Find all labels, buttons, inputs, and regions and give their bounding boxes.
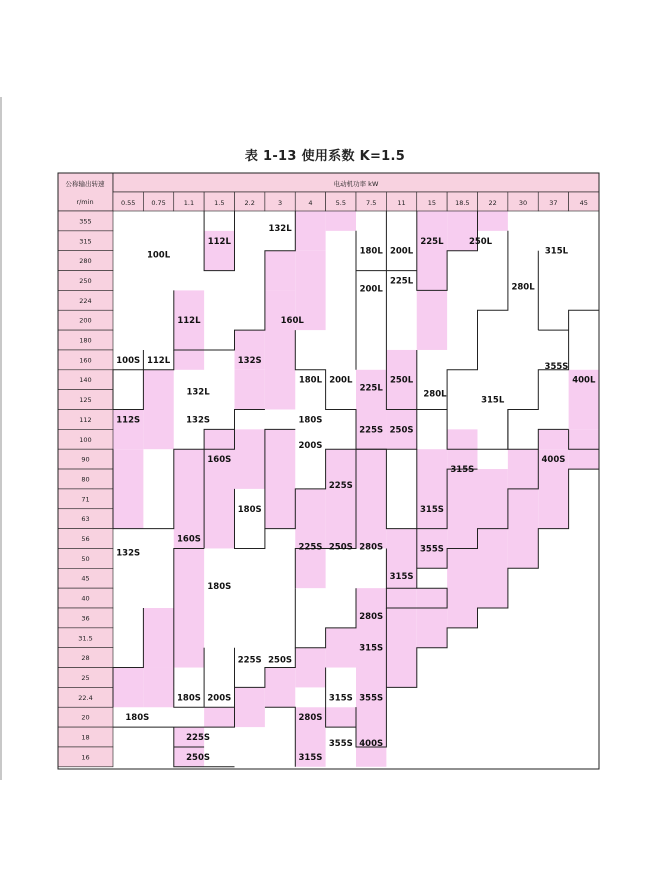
frame-label: 225S	[359, 425, 384, 436]
speed-row-label: 18	[81, 733, 90, 742]
frame-label: 225L	[359, 383, 383, 394]
pink-zone	[447, 548, 477, 627]
frame-label: 200L	[329, 375, 353, 386]
speed-row-label: 90	[81, 455, 90, 464]
frame-label: 132S	[186, 415, 210, 426]
pink-zone	[417, 449, 447, 528]
speed-row-label: 80	[81, 475, 90, 484]
frame-label: 280S	[298, 713, 323, 724]
frame-label: 180S	[177, 693, 201, 704]
frame-label: 315S	[328, 693, 353, 704]
speed-row-label: 56	[81, 535, 90, 544]
speed-row-label: 25	[81, 673, 90, 682]
column-group-header: 电动机功率 kW	[333, 180, 379, 188]
power-column-label: 0.55	[120, 199, 136, 207]
pink-zone	[417, 290, 447, 350]
power-column-label: 2.2	[244, 199, 255, 207]
frame-label: 132S	[237, 355, 262, 366]
speed-row-label: 36	[81, 614, 90, 623]
frame-label: 250S	[186, 752, 210, 763]
pink-zone	[326, 449, 356, 548]
row-header-unit: r/min	[76, 198, 94, 206]
frame-label: 225S	[298, 542, 323, 553]
frame-label: 250L	[468, 236, 493, 247]
frame-label: 132L	[186, 387, 210, 398]
frame-label: 315S	[298, 752, 323, 763]
power-column-label: 5.5	[335, 199, 346, 207]
speed-row-label: 20	[81, 713, 90, 722]
frame-label: 200L	[389, 246, 414, 257]
frame-label: 160S	[177, 534, 201, 545]
speed-row-label: 63	[81, 515, 90, 524]
pink-zone	[265, 251, 295, 291]
power-column-label: 0.75	[151, 199, 166, 207]
frame-label: 400S	[541, 455, 566, 466]
power-column-headers	[113, 192, 599, 211]
frame-label: 112L	[146, 355, 171, 366]
pink-zone	[295, 648, 325, 688]
pink-zone	[174, 548, 204, 667]
frame-label: 225L	[389, 276, 414, 287]
frame-label: 280S	[359, 611, 384, 622]
speed-row-label: 112	[79, 415, 92, 424]
frame-label: 250L	[389, 375, 414, 386]
frame-label: 250S	[389, 425, 414, 436]
pink-zone	[417, 588, 447, 648]
speed-row-label: 22.4	[78, 693, 93, 702]
power-column-label: 18.5	[455, 199, 470, 207]
speed-row-label: 125	[79, 396, 92, 405]
speed-row-label: 45	[81, 574, 90, 583]
frame-label: 200S	[298, 441, 323, 452]
pink-zone	[326, 211, 356, 231]
frame-label: 315S	[420, 504, 444, 515]
pink-zone	[204, 707, 234, 727]
frame-label: 400L	[572, 375, 596, 386]
frame-label: 180L	[359, 246, 383, 257]
pink-zone	[265, 290, 295, 409]
pink-zone	[386, 529, 416, 608]
pink-zone	[478, 211, 508, 231]
speed-row-label: 50	[81, 554, 90, 563]
speed-row-label: 160	[79, 356, 92, 365]
pink-zone	[295, 489, 325, 588]
frame-label: 132L	[268, 223, 292, 234]
frame-label: 100S	[116, 355, 141, 366]
frame-label: 112S	[116, 415, 141, 426]
power-column-label: 15	[427, 199, 437, 207]
pink-zone	[295, 211, 325, 251]
speed-row-label: 250	[79, 276, 92, 285]
speed-row-label: 180	[79, 336, 92, 345]
speed-row-label: 280	[79, 257, 92, 266]
frame-label: 180S	[125, 713, 150, 724]
pink-zone	[235, 370, 265, 410]
pink-zone	[326, 707, 356, 727]
pink-zone	[447, 429, 477, 548]
speed-row-label: 31.5	[78, 634, 93, 643]
pink-zone	[478, 529, 508, 608]
frame-label: 112L	[207, 236, 231, 247]
power-column-label: 4	[308, 199, 313, 207]
power-column-label: 45	[579, 199, 588, 207]
pink-zone	[143, 410, 173, 450]
frame-label: 355S	[328, 738, 353, 749]
frame-label: 160L	[280, 316, 304, 327]
frame-label: 280L	[511, 282, 535, 293]
pink-zone	[508, 489, 538, 568]
power-column-label: 3	[277, 199, 283, 207]
speed-row-label: 355	[79, 217, 92, 226]
table-title: 表 1-13 使用系数 K=1.5	[244, 149, 406, 164]
zone-boundary	[265, 707, 295, 767]
speed-row-label: 40	[81, 594, 90, 603]
frame-label: 355S	[420, 544, 444, 555]
pink-zone	[113, 668, 143, 708]
pink-zone	[143, 608, 173, 668]
frame-label: 225S	[328, 480, 353, 491]
pink-zone	[265, 668, 295, 708]
frame-label: 180S	[207, 582, 232, 593]
frame-label: 160S	[207, 455, 232, 466]
power-column-label: 1.5	[214, 199, 225, 207]
power-column-label: 30	[518, 199, 528, 207]
frame-label: 200L	[359, 284, 383, 295]
frame-label: 355S	[544, 361, 569, 372]
frame-label: 280L	[423, 389, 447, 400]
frame-label: 200S	[207, 693, 232, 704]
pink-zone	[478, 469, 508, 529]
speed-row-label: 140	[79, 376, 92, 385]
pink-zone	[265, 429, 295, 528]
frame-label: 112L	[177, 316, 201, 327]
frame-label: 180S	[237, 504, 262, 515]
frame-label: 180L	[298, 375, 323, 386]
power-column-label: 1.1	[183, 199, 195, 207]
pink-zone	[417, 211, 447, 290]
pink-zone	[326, 628, 356, 668]
frame-label: 315L	[481, 395, 505, 406]
pink-zone	[113, 449, 143, 528]
frame-label: 315S	[450, 465, 475, 476]
power-column-label: 37	[549, 199, 558, 207]
frame-label: 225S	[237, 655, 262, 666]
frame-label: 132S	[116, 548, 141, 559]
frame-label: 315L	[544, 246, 569, 257]
power-column-label: 22	[488, 199, 497, 207]
pink-zone	[235, 429, 265, 489]
power-column-label: 7.5	[366, 199, 377, 207]
pink-zone	[538, 429, 568, 449]
frame-label: 315S	[359, 643, 384, 654]
frame-label: 225L	[420, 236, 444, 247]
pink-zone	[143, 668, 173, 708]
speed-row-label: 224	[79, 296, 92, 305]
pink-zone	[235, 687, 265, 727]
pink-zone	[386, 608, 416, 687]
power-column-label: 11	[397, 199, 406, 207]
pink-zone	[508, 449, 538, 489]
pink-zone	[174, 350, 204, 370]
speed-row-headers	[58, 211, 113, 767]
frame-label: 280S	[359, 542, 384, 553]
pink-zone	[204, 429, 234, 548]
frame-label: 250S	[268, 655, 292, 666]
speed-row-label: 100	[79, 435, 92, 444]
frame-label: 400S	[359, 738, 384, 749]
pink-zone	[143, 370, 173, 410]
frame-label: 225S	[186, 733, 210, 744]
row-header-top: 公称输出转速	[65, 180, 105, 188]
speed-row-label: 16	[81, 753, 90, 762]
frame-label: 355S	[359, 693, 384, 704]
speed-row-label: 200	[79, 316, 92, 325]
frame-label: 315S	[389, 572, 414, 583]
zone-boundary	[447, 231, 508, 410]
frame-label: 180S	[298, 415, 323, 426]
speed-row-label: 315	[79, 237, 92, 246]
speed-row-label: 28	[81, 654, 90, 663]
speed-row-label: 71	[81, 495, 90, 504]
frame-label: 250S	[328, 542, 353, 553]
frame-label: 100L	[146, 250, 171, 261]
